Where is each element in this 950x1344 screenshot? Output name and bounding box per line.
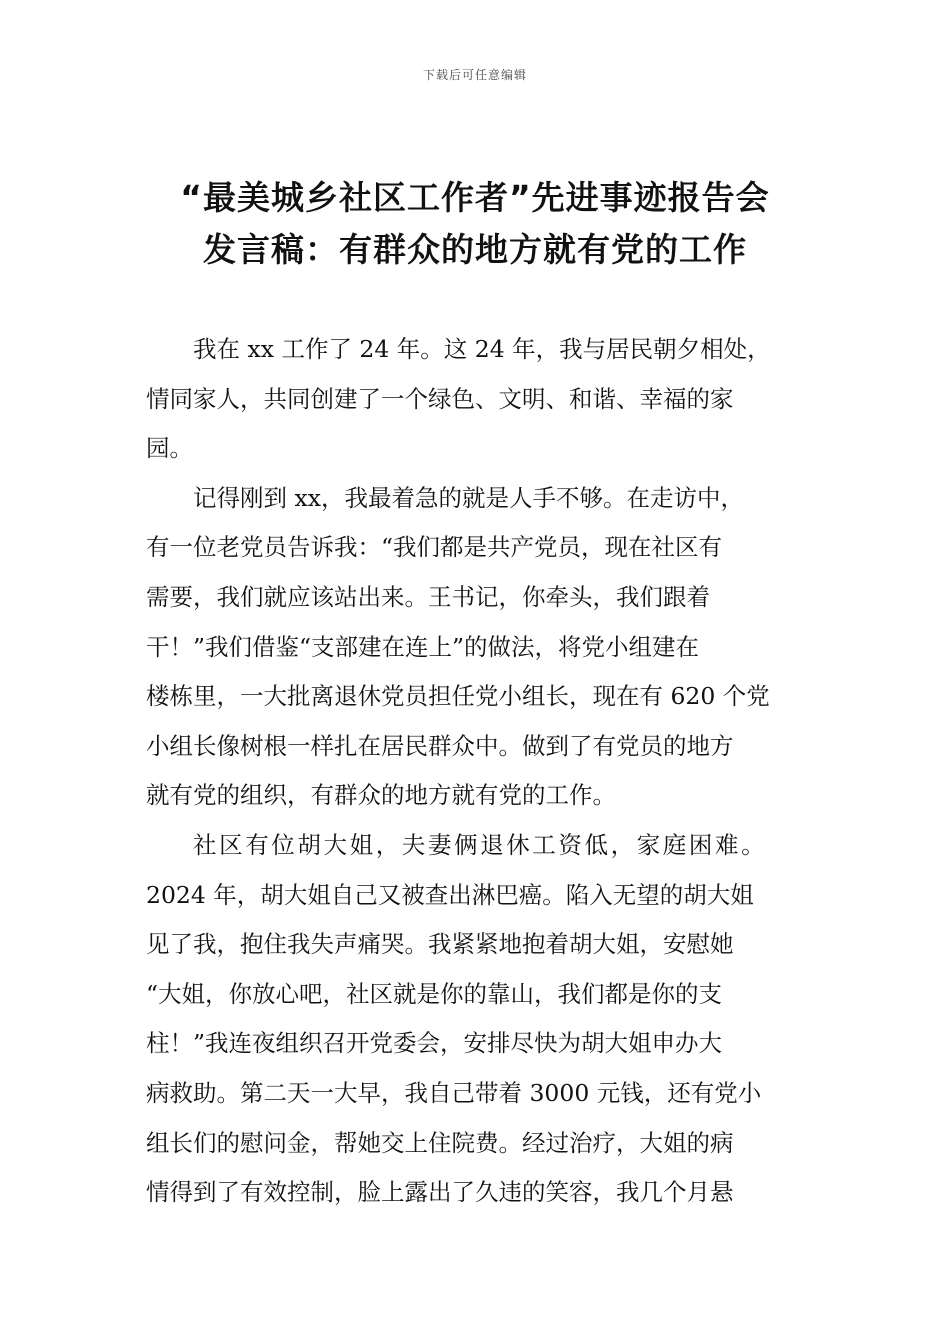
text-line: 记得刚到 xx，我最着急的就是人手不够。在走访中，: [193, 483, 744, 512]
text-line: 干！”我们借鉴“支部建在连上”的做法，将党小组建在: [146, 632, 700, 661]
text-line: 小组长像树根一样扎在居民群众中。做到了有党员的地方: [146, 731, 734, 760]
paragraph-2: [146, 474, 812, 821]
text-line: 病救助。第二天一大早，我自己带着 3000 元钱，还有党小: [146, 1078, 762, 1107]
text-line: 情得到了有效控制，脸上露出了久违的笑容，我几个月悬: [146, 1178, 734, 1207]
text-line: 就有党的组织，有群众的地方就有党的工作。: [146, 781, 616, 810]
text-line: 有一位老党员告诉我：“我们都是共产党员，现在社区有: [146, 533, 723, 562]
document-body: [146, 325, 812, 1218]
paragraph-3: [146, 821, 812, 1218]
text-line: 楼栋里，一大批离退休党员担任党小组长，现在有 620 个党: [146, 682, 770, 711]
text-line: 情同家人，共同创建了一个绿色、文明、和谐、幸福的家: [146, 384, 734, 413]
paragraph-1: [146, 325, 812, 474]
text-line: 我在 xx 工作了 24 年。这 24 年，我与居民朝夕相处，: [193, 335, 771, 363]
text-line: 柱！”我连夜组织召开党委会，安排尽快为胡大姐申办大: [146, 1029, 723, 1058]
text-line: 社区有位胡大姐，夫妻俩退休工资低，家庭困难。: [193, 830, 768, 859]
text-line: 组长们的慰问金，帮她交上住院费。经过治疗，大姐的病: [146, 1128, 734, 1157]
header-note: 下载后可任意编辑: [422, 68, 527, 82]
document-title: [100, 172, 850, 276]
text-line: 2024 年，胡大姐自己又被查出淋巴癌。陷入无望的胡大姐: [146, 880, 754, 909]
text-line: 需要，我们就应该站出来。王书记，你牵头，我们跟着: [146, 582, 710, 611]
text-line: “大姐，你放心吧，社区就是你的靠山，我们都是你的支: [146, 979, 723, 1008]
text-line: 见了我，抱住我失声痛哭。我紧紧地抱着胡大姐，安慰她: [146, 930, 734, 959]
title-line-1: “最美城乡社区工作者”先进事迹报告会: [180, 178, 770, 217]
title-line-2: 发言稿：有群众的地方就有党的工作: [203, 230, 747, 269]
text-line: 园。: [146, 434, 193, 463]
